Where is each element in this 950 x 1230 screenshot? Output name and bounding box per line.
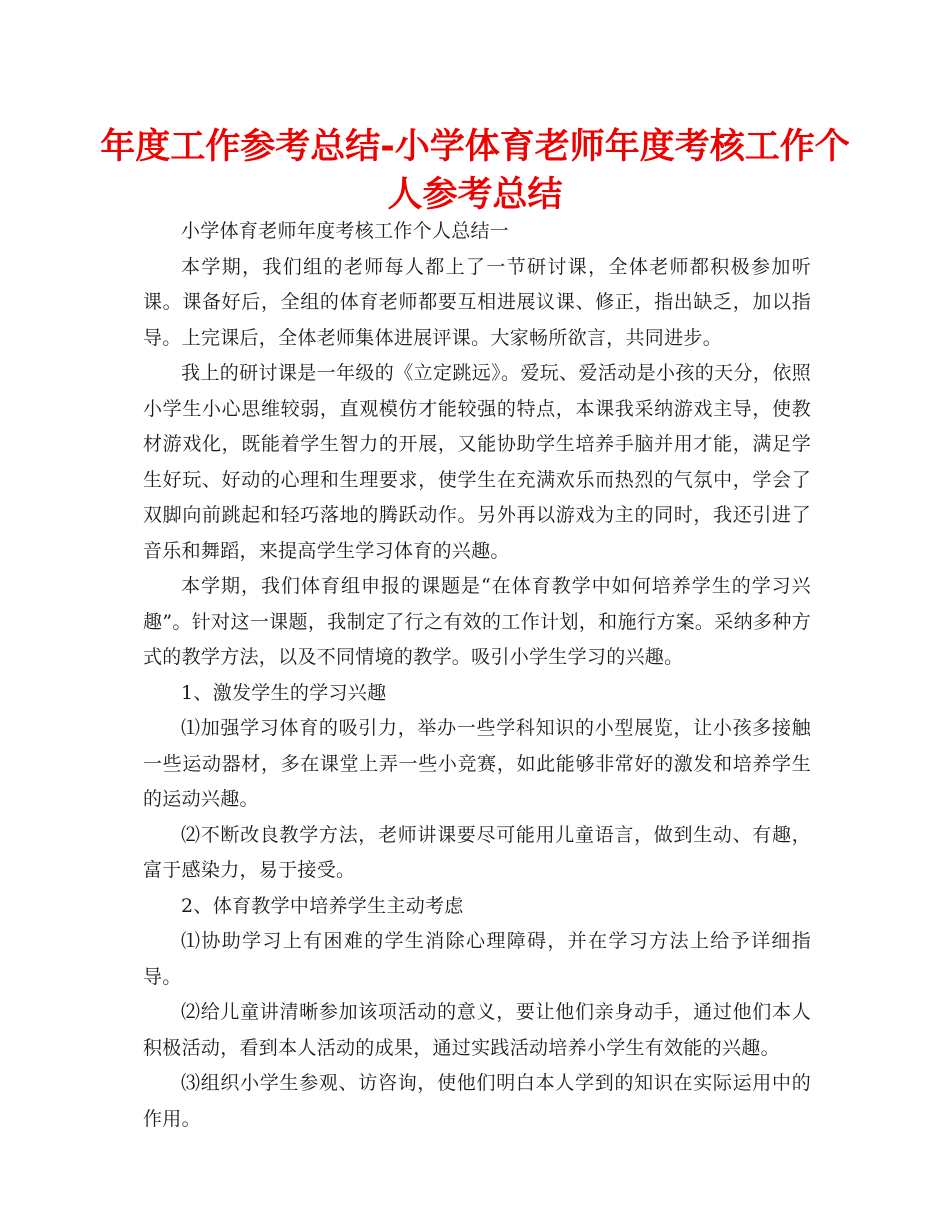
paragraph: 本学期，我们体育组申报的课题是“在体育教学中如何培养学生的学习兴趣”。针对这一课题，我制定了行之有效的工作计划，和施行方案。采纳多种方式的教学方法，以及不同情境的教学。吸引小学生学习的兴趣。 bbox=[143, 575, 811, 668]
section-heading: 2、体育教学中培养学生主动考虑 bbox=[181, 894, 464, 917]
document-body bbox=[143, 214, 811, 1137]
paragraph: ⑴协助学习上有困难的学生消除心理障碍，并在学习方法上给予详细指导。 bbox=[143, 930, 811, 988]
paragraph: 本学期，我们组的老师每人都上了一节研讨课，全体老师都积极参加听课。课备好后，全组的体育老师都要互相进展议课、修正，指出缺乏，加以指导。上完课后，全体老师集体进展评课。大家畅所欲言，共同进步。 bbox=[143, 255, 811, 349]
paragraph: ⑴加强学习体育的吸引力，举办一些学科知识的小型展览，让小孩多接触一些运动器材，多在课堂上弄一些小竞赛，如此能够非常好的激发和培养学生的运动兴趣。 bbox=[143, 717, 811, 810]
paragraph: ⑶组织小学生参观、访咨询，使他们明白本人学到的知识在实际运用中的作用。 bbox=[143, 1072, 811, 1130]
paragraph: ⑵不断改良教学方法，老师讲课要尽可能用儿童语言，做到生动、有趣，富于感染力，易于接受。 bbox=[143, 823, 811, 881]
paragraph: 我上的研讨课是一年级的《立定跳远》。爱玩、爱活动是小孩的天分，依照小学生小心思维较弱，直观模仿才能较强的特点，本课我采纳游戏主导，使教材游戏化，既能着学生智力的开展，又能协助学生培养手脑并用才能，满足学生好玩、好动的心理和生理要求，使学生在充满欢乐而热烈的气氛中，学会了双脚向前跳起和轻巧落地的腾跃动作。另外再以游戏为主的同时，我还引进了音乐和舞蹈，来提高学生学习体育的兴趣。 bbox=[143, 362, 811, 562]
section-heading: 1、激发学生的学习兴趣 bbox=[181, 681, 387, 704]
paragraph: ⑵给儿童讲清晰参加该项活动的意义，要让他们亲身动手，通过他们本人积极活动，看到本人活动的成果，通过实践活动培养小学生有效能的兴趣。 bbox=[143, 1001, 811, 1059]
paragraph-subtitle: 小学体育老师年度考核工作个人总结一 bbox=[181, 220, 510, 242]
document-title: 年度工作参考总结-小学体育老师年度考核工作个人参考总结 bbox=[100, 127, 850, 215]
